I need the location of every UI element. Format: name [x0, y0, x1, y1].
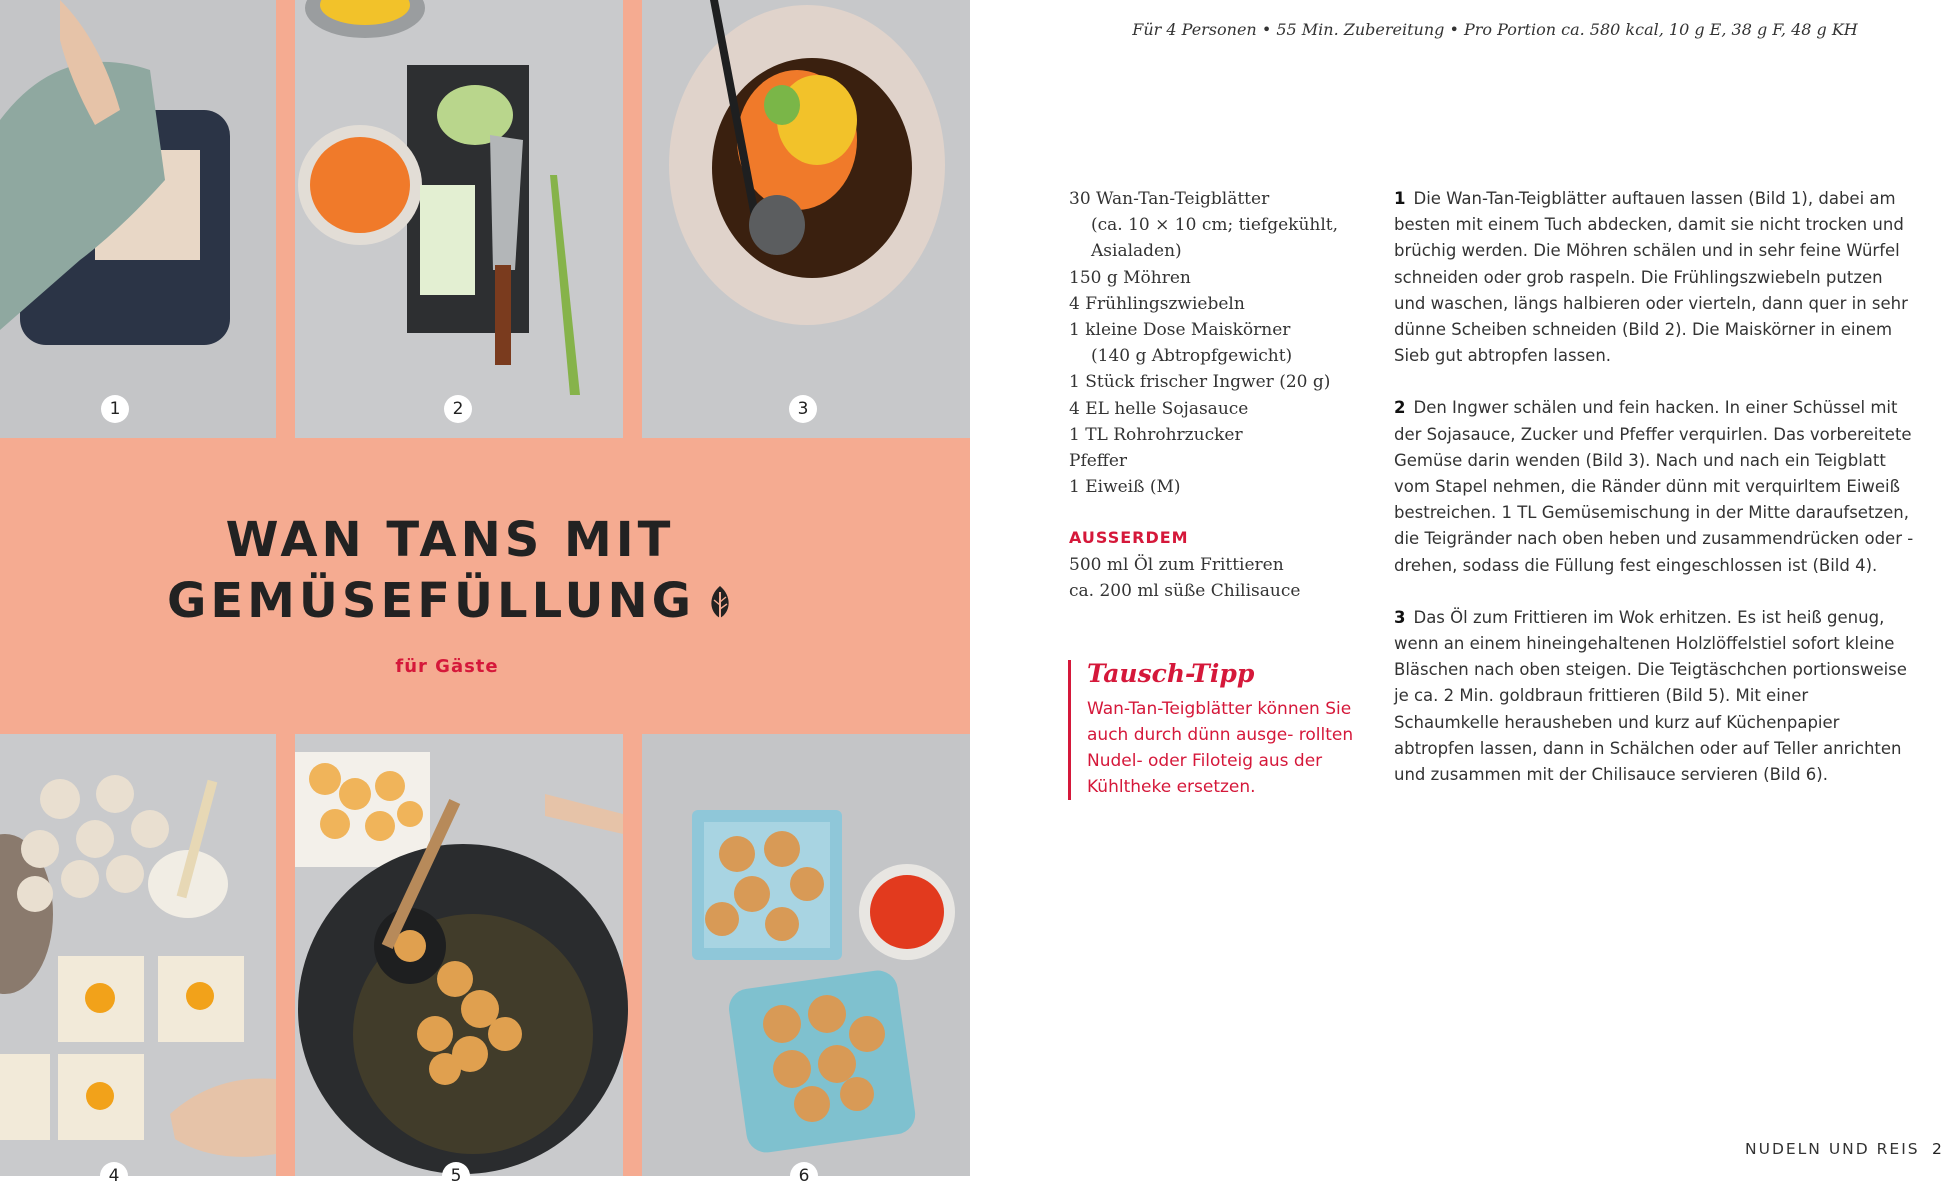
- recipe-title-line-2: [0, 571, 900, 632]
- step-text: Die Wan-Tan-Teigblätter auftauen lassen (Bild 1), dabei am besten mit einem Tuch abdecken, damit sie nicht trocken und brüchig werden. Die Möhren schälen und in sehr feine Würfel schneiden oder grob raspeln. Die Frühlingszwiebeln putzen und waschen, längs halbieren oder vierteln, dann quer in sehr dünne Scheiben schneiden (Bild 2). Die Maiskörner in einem Sieb gut abtropfen lassen.: [1394, 189, 1908, 366]
- step-text: Das Öl zum Frittieren im Wok erhitzen. Es ist heiß genug, wenn an einem hineingehaltenen Holzlöffelstiel sofort kleine Bläschen nach oben steigen. Die Teigtäschchen portionsweise je ca. 2 Min. goldbraun frittieren (Bild 5). Mit einer Schaumkelle herausheben und kurz auf Küchenpapier abtropfen lassen, dann in Schälchen oder auf Teller anrichten und zusammen mit der Chilisauce servieren (Bild 6).: [1394, 607, 1907, 785]
- ingredient-item: 150 g Möhren: [1069, 267, 1191, 288]
- recipe-title-line-1: WAN TANS MIT: [225, 512, 675, 568]
- photo-step-number: 1: [101, 395, 129, 423]
- extras-heading: AUSSERDEM: [1069, 528, 1189, 547]
- photo-step-6: [642, 734, 970, 1186]
- step-text: Den Ingwer schälen und fein hacken. In einer Schüssel mit der Sojasauce, Zucker und Pfeffer verquirlen. Das vorbereitete Gemüse darin wenden (Bild 3). Nach und nach ein Teigblatt vom Stapel nehmen, die Ränder dünn mit verquirltem Eiweiß bestreichen. 1 TL Gemüsemischung in der Mitte daraufsetzen, die Teigränder nach oben heben und zusammendrücken oder -drehen, sodass die Füllung fest eingeschlossen ist (Bild 4).: [1394, 398, 1914, 575]
- swap-tip-text: Wan-Tan-Teigblätter können Sie auch durch dünn ausge- rollten Nudel- oder Filoteig aus der Kühltheke ersetzen.: [1087, 699, 1354, 797]
- ingredient-list: [1069, 186, 1339, 500]
- swap-tip-box: [1068, 660, 1367, 800]
- recipe-title-line-2-text: GEMÜSEFÜLLUNG: [166, 573, 696, 629]
- ingredient-item: (ca. 10 × 10 cm; tiefgekühlt,: [1091, 215, 1339, 236]
- photo-step-5: [295, 734, 623, 1186]
- method-steps: [1394, 186, 1914, 814]
- photo-step-number: 2: [444, 395, 472, 423]
- step-number: 3: [1394, 607, 1406, 627]
- recipe-subtitle: für Gäste: [395, 656, 499, 677]
- photo-step-2: [295, 0, 623, 438]
- step-number: 2: [1394, 398, 1406, 418]
- recipe-meta: Für 4 Personen • 55 Min. Zubereitung • Pro Portion ca. 580 kcal, 10 g E, 38 g F, 48 g KH: [1132, 20, 1858, 39]
- ingredient-item: Pfeffer: [1069, 451, 1128, 472]
- ingredient-item: 30 Wan-Tan-Teigblätter: [1069, 189, 1270, 209]
- ingredient-item: 1 TL Rohrohrzucker: [1069, 424, 1243, 445]
- swap-tip-title: Tausch-Tipp: [1087, 659, 1255, 688]
- ingredient-item: 4 Frühlingszwiebeln: [1069, 293, 1245, 314]
- leaf-icon: [707, 584, 733, 624]
- section-footer: NUDELN UND REIS: [1745, 1140, 1920, 1158]
- photo-step-1: [0, 0, 276, 438]
- method-step: [1394, 395, 1914, 578]
- ingredient-item: 1 kleine Dose Maiskörner: [1069, 320, 1291, 341]
- left-page: [0, 0, 970, 1186]
- ingredient-item: (140 g Abtropfgewicht): [1091, 346, 1293, 367]
- page-number: 2: [1932, 1140, 1942, 1158]
- photo-step-number: 4: [100, 1162, 128, 1190]
- extras-list: [1069, 552, 1339, 604]
- extras-item: ca. 200 ml süße Chilisauce: [1069, 581, 1301, 602]
- method-step: [1394, 186, 1914, 369]
- step-number: 1: [1394, 189, 1406, 208]
- photo-step-4: [0, 734, 276, 1186]
- photo-step-number: 6: [790, 1162, 818, 1190]
- recipe-title: [0, 510, 900, 632]
- ingredient-item: 1 Eiweiß (M): [1069, 477, 1181, 498]
- photo-step-3: [642, 0, 970, 438]
- ingredient-item: Asialaden): [1091, 241, 1182, 262]
- ingredient-item: 4 EL helle Sojasauce: [1069, 398, 1249, 419]
- ingredient-item: 1 Stück frischer Ingwer (20 g): [1069, 372, 1331, 393]
- photo-step-number: 5: [442, 1162, 470, 1190]
- method-step: [1394, 605, 1914, 788]
- extras-item: 500 ml Öl zum Frittieren: [1069, 555, 1284, 575]
- photo-step-number: 3: [789, 395, 817, 423]
